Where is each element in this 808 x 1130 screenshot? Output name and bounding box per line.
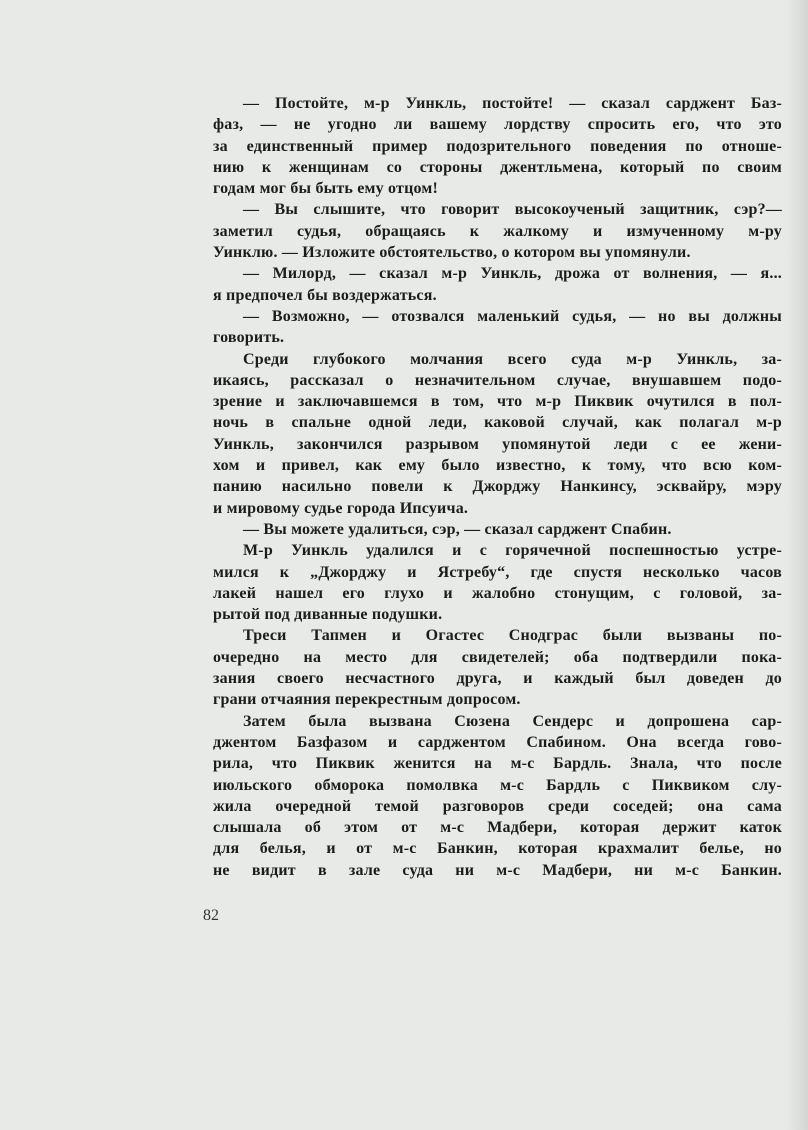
text-line: ночь в спальне одной леди, каковой случай, как полагал м-р bbox=[213, 414, 782, 432]
paragraph bbox=[213, 93, 782, 199]
text-line: я предпочел бы воздержаться. bbox=[213, 286, 437, 304]
text-line: Уинкль, закончился разрывом упомянутой леди с ее жени- bbox=[213, 435, 782, 453]
text-line: заметил судья, обращаясь к жалкому и измученному м-ру bbox=[213, 222, 782, 240]
text-line: грани отчаяния перекрестным допросом. bbox=[213, 691, 521, 709]
text-line: рила, что Пиквик женится на м-с Бардль. Знала, что после bbox=[213, 755, 782, 773]
text-line: слышала об этом от м-с Мадбери, которая держит каток bbox=[213, 819, 782, 837]
text-line: Уинклю. — Изложите обстоятельство, о котором вы упомянули. bbox=[213, 244, 691, 262]
text-line: за единственный пример подозрительного поведения по отноше- bbox=[213, 137, 782, 155]
text-line: годам мог бы быть ему отцом! bbox=[213, 180, 439, 198]
text-line: нию к женщинам со стороны джентльмена, который по своим bbox=[213, 158, 782, 176]
text-line: Затем была вызвана Сюзена Сендерс и допрошена сар- bbox=[243, 712, 782, 730]
paragraph bbox=[213, 199, 782, 263]
paragraph bbox=[213, 540, 782, 625]
text-line: — Постойте, м-р Уинкль, постойте! — сказал сарджент Баз- bbox=[243, 95, 782, 112]
text-line: фаз, — не угодно ли вашему лордству спросить его, что это bbox=[213, 116, 782, 134]
text-line: — Вы слышите, что говорит высокоученый защитник, сэр?— bbox=[243, 201, 782, 219]
text-line: — Вы можете удалиться, сэр, — сказал сарджент Спабин. bbox=[243, 520, 672, 538]
paragraph bbox=[213, 711, 782, 881]
text-line: зрение и заключавшемся в том, что м-р Пиквик очутился в пол- bbox=[213, 393, 782, 411]
paragraph bbox=[213, 349, 782, 519]
page-number: 82 bbox=[203, 907, 219, 924]
paragraph bbox=[213, 519, 782, 540]
text-line: хом и привел, как ему было известно, к тому, что всю ком- bbox=[213, 457, 782, 475]
body-text bbox=[213, 93, 782, 881]
text-line: Среди глубокого молчания всего суда м-р Уинкль, за- bbox=[243, 350, 782, 368]
text-line: рытой под диванные подушки. bbox=[213, 606, 443, 624]
text-line: панию насильно повели к Джорджу Нанкинсу, эсквайру, мэру bbox=[213, 478, 782, 496]
text-line: джентом Базфазом и сарджентом Спабином. Она всегда гово- bbox=[213, 733, 782, 751]
text-line: очередно на место для свидетелей; оба подтвердили пока- bbox=[213, 648, 782, 666]
text-line: июльского обморока помолвка м-с Бардль с Пиквиком слу- bbox=[213, 776, 782, 794]
text-line: — Возможно, — отозвался маленький судья, — но вы должны bbox=[243, 307, 782, 325]
text-line: икаясь, рассказал о незначительном случае, внушавшем подо- bbox=[213, 371, 782, 389]
text-line: зания своего несчастного друга, и каждый был доведен до bbox=[213, 670, 782, 688]
paragraph bbox=[213, 263, 782, 306]
text-line: и мировому судье города Ипсуича. bbox=[213, 499, 469, 517]
text-line: — Милорд, — сказал м-р Уинкль, дрожа от волнения, — я... bbox=[243, 265, 782, 283]
text-line: Треси Тапмен и Огастес Снодграс были вызваны по- bbox=[243, 627, 782, 645]
text-line: лакей нашел его глухо и жалобно стонущим, с головой, за- bbox=[213, 584, 782, 602]
text-line: для белья, и от м-с Банкин, которая крахмалит белье, но bbox=[213, 840, 782, 858]
text-line: говорить. bbox=[213, 329, 285, 347]
text-line: мился к „Джорджу и Ястребу“, где спустя несколько часов bbox=[213, 563, 782, 581]
page-edge-shadow bbox=[786, 0, 808, 1130]
text-line: М-р Уинкль удалился и с горячечной поспешностью устре- bbox=[243, 542, 782, 560]
paragraph bbox=[213, 625, 782, 710]
text-line: жила очередной темой разговоров среди соседей; она сама bbox=[213, 797, 782, 815]
text-line: не видит в зале суда ни м-с Мадбери, ни м-с Банкин. bbox=[213, 861, 782, 879]
paragraph bbox=[213, 306, 782, 349]
